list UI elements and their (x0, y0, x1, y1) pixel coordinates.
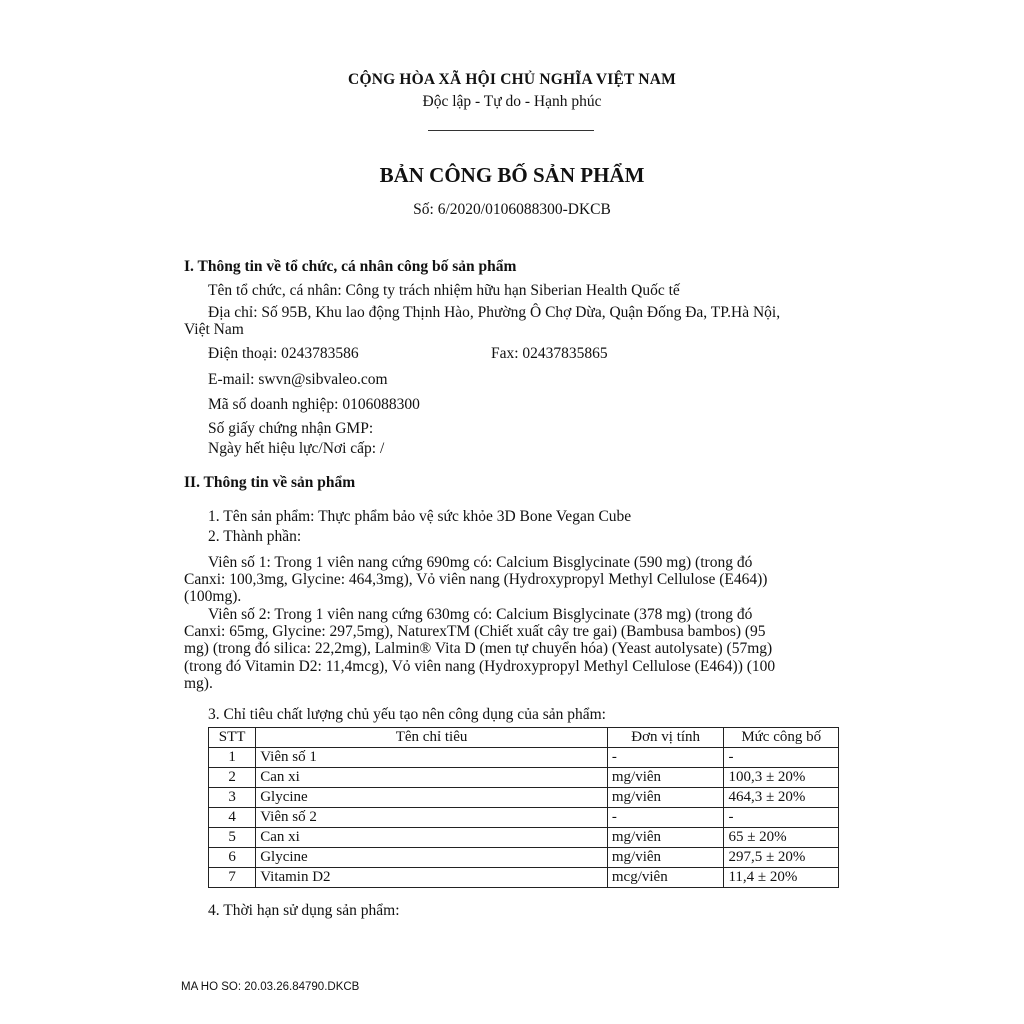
table-row (209, 748, 839, 768)
cell-value: 11,4 ± 20% (724, 868, 839, 888)
cell-criteria: Glycine (256, 788, 608, 808)
cell-value: 100,3 ± 20% (724, 768, 839, 788)
cell-stt: 1 (209, 748, 256, 768)
cell-unit: mcg/viên (607, 868, 724, 888)
capsule1-line2: Canxi: 100,3mg, Glycine: 464,3mg), Vỏ viên nang (Hydroxypropyl Methyl Cellulose (E464)) (184, 571, 768, 588)
cell-value: 297,5 ± 20% (724, 848, 839, 868)
cell-criteria: Vitamin D2 (256, 868, 608, 888)
cell-stt: 6 (209, 848, 256, 868)
business-code: Mã số doanh nghiệp: 0106088300 (208, 396, 420, 413)
cell-unit: mg/viên (607, 828, 724, 848)
cell-unit: mg/viên (607, 768, 724, 788)
cell-stt: 4 (209, 808, 256, 828)
table-row (209, 788, 839, 808)
gmp-cert: Số giấy chứng nhận GMP: (208, 420, 374, 437)
cell-unit: - (607, 808, 724, 828)
shelf-life-label: 4. Thời hạn sử dụng sản phẩm: (208, 902, 400, 919)
table-row (209, 868, 839, 888)
expiry: Ngày hết hiệu lực/Nơi cấp: / (208, 440, 385, 457)
motto: Độc lập - Tự do - Hạnh phúc (422, 93, 602, 110)
email: E-mail: swvn@sibvaleo.com (208, 371, 388, 388)
fax: Fax: 02437835865 (491, 345, 608, 362)
address-line1: Địa chỉ: Số 95B, Khu lao động Thịnh Hào, Phường Ô Chợ Dừa, Quận Đống Đa, TP.Hà Nội, (208, 304, 781, 321)
capsule1-line1: Viên số 1: Trong 1 viên nang cứng 690mg có: Calcium Bisglycinate (590 mg) (trong đó (208, 554, 753, 571)
nation-heading: CỘNG HÒA XÃ HỘI CHỦ NGHĨA VIỆT NAM (348, 71, 676, 88)
header-criteria: Tên chỉ tiêu (256, 728, 608, 748)
quality-table (208, 727, 839, 888)
cell-criteria: Glycine (256, 848, 608, 868)
header-unit: Đơn vị tính (607, 728, 724, 748)
capsule2-line4: (trong đó Vitamin D2: 11,4mcg), Vỏ viên nang (Hydroxypropyl Methyl Cellulose (E464)) (100 (184, 658, 776, 675)
section1-heading: I. Thông tin về tổ chức, cá nhân công bố sản phẩm (184, 258, 517, 275)
phone: Điện thoại: 0243783586 (208, 345, 359, 362)
cell-value: 65 ± 20% (724, 828, 839, 848)
table-header-row (209, 728, 839, 748)
cell-value: 464,3 ± 20% (724, 788, 839, 808)
cell-criteria: Viên số 1 (256, 748, 608, 768)
cell-stt: 5 (209, 828, 256, 848)
cell-unit: - (607, 748, 724, 768)
document-number: Số: 6/2020/0106088300-DKCB (413, 201, 611, 218)
quality-label: 3. Chỉ tiêu chất lượng chủ yếu tạo nên công dụng của sản phẩm: (208, 706, 606, 723)
composition-label: 2. Thành phần: (208, 528, 302, 545)
cell-unit: mg/viên (607, 788, 724, 808)
header-declared-level: Mức công bố (724, 728, 839, 748)
capsule2-line3: mg) (trong đó silica: 22,2mg), Lalmin® Vita D (men tự chuyển hóa) (Yeast autolysate) (57mg) (184, 640, 773, 657)
cell-criteria: Viên số 2 (256, 808, 608, 828)
product-name: 1. Tên sản phẩm: Thực phẩm bảo vệ sức khỏe 3D Bone Vegan Cube (208, 508, 632, 525)
capsule2-line2: Canxi: 65mg, Glycine: 297,5mg), NaturexTM (Chiết xuất cây tre gai) (Bambusa bambos) (95 (184, 623, 766, 640)
table-row (209, 768, 839, 788)
header-divider (428, 130, 594, 131)
section2-heading: II. Thông tin về sản phẩm (184, 474, 356, 491)
cell-stt: 2 (209, 768, 256, 788)
cell-value: - (724, 748, 839, 768)
cell-criteria: Can xi (256, 768, 608, 788)
capsule1-line3: (100mg). (184, 588, 242, 605)
header-stt: STT (209, 728, 256, 748)
document-title: BẢN CÔNG BỐ SẢN PHẨM (379, 163, 645, 187)
cell-value: - (724, 808, 839, 828)
cell-stt: 7 (209, 868, 256, 888)
record-code: MA HO SO: 20.03.26.84790.DKCB (181, 981, 360, 993)
address-line2: Việt Nam (184, 321, 244, 338)
cell-unit: mg/viên (607, 848, 724, 868)
table-row (209, 828, 839, 848)
table-row (209, 808, 839, 828)
cell-criteria: Can xi (256, 828, 608, 848)
org-name: Tên tổ chức, cá nhân: Công ty trách nhiệm hữu hạn Siberian Health Quốc tế (208, 282, 680, 299)
capsule2-line5: mg). (184, 675, 213, 692)
table-row (209, 848, 839, 868)
cell-stt: 3 (209, 788, 256, 808)
capsule2-line1: Viên số 2: Trong 1 viên nang cứng 630mg có: Calcium Bisglycinate (378 mg) (trong đó (208, 606, 753, 623)
